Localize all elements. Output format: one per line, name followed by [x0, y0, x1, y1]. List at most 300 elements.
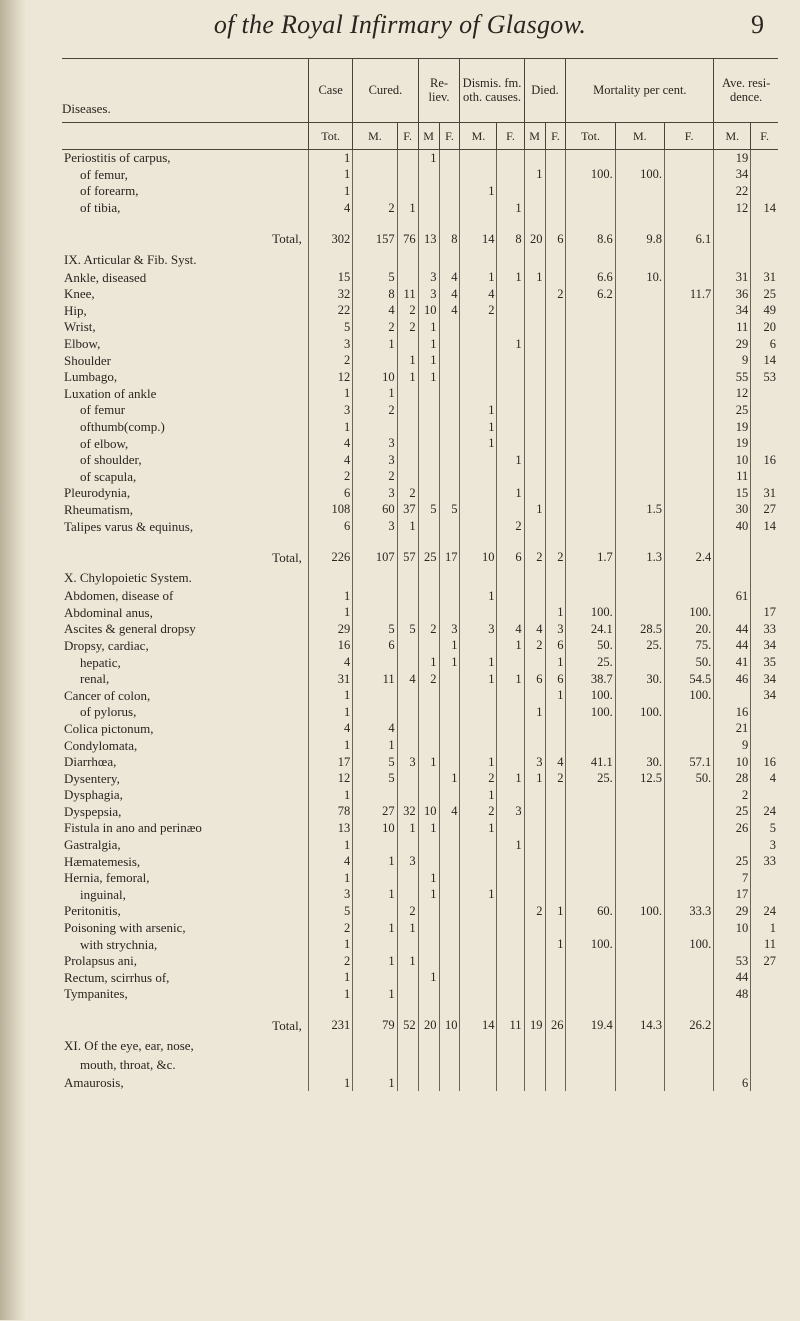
- value-cell: 1: [497, 452, 524, 469]
- spacer-cell: [665, 216, 714, 228]
- value-cell: 2: [418, 671, 439, 688]
- value-cell: [397, 887, 418, 904]
- value-cell: [545, 1075, 566, 1092]
- value-cell: [545, 469, 566, 486]
- table-row: [62, 654, 778, 671]
- value-cell: [665, 837, 714, 854]
- value-cell: 34: [751, 638, 778, 655]
- value-cell: 1: [460, 419, 497, 436]
- value-cell: [714, 837, 751, 854]
- sub-header-cell: Tot.: [308, 123, 352, 150]
- value-cell: 16: [751, 754, 778, 771]
- value-cell: 10: [714, 920, 751, 937]
- value-cell: [460, 319, 497, 336]
- value-cell: 15: [714, 485, 751, 502]
- value-cell: [460, 336, 497, 353]
- value-cell: [460, 704, 497, 721]
- value-cell: [439, 903, 460, 920]
- value-cell: 10: [460, 547, 497, 569]
- value-cell: [418, 402, 439, 419]
- value-cell: [439, 336, 460, 353]
- value-cell: [524, 953, 545, 970]
- value-cell: 27: [751, 953, 778, 970]
- spacer-cell: [751, 216, 778, 228]
- table-row: [62, 183, 778, 200]
- value-cell: [665, 569, 714, 588]
- value-cell: 29: [308, 621, 352, 638]
- value-cell: 6.1: [665, 228, 714, 250]
- value-cell: 1: [545, 654, 566, 671]
- value-cell: [545, 452, 566, 469]
- value-cell: [665, 1037, 714, 1056]
- value-cell: [566, 986, 615, 1003]
- value-cell: [418, 518, 439, 535]
- value-cell: 3: [397, 853, 418, 870]
- value-cell: 4: [460, 286, 497, 303]
- value-cell: [615, 936, 664, 953]
- value-cell: [439, 518, 460, 535]
- value-cell: [615, 485, 664, 502]
- value-cell: 78: [308, 804, 352, 821]
- value-cell: [353, 419, 397, 436]
- value-cell: [615, 250, 664, 269]
- value-cell: [566, 1037, 615, 1056]
- value-cell: [615, 804, 664, 821]
- value-cell: 14: [751, 518, 778, 535]
- value-cell: [566, 402, 615, 419]
- value-cell: [397, 250, 418, 269]
- value-cell: [545, 150, 566, 167]
- value-cell: [497, 687, 524, 704]
- value-cell: [460, 903, 497, 920]
- spacer-cell: [545, 216, 566, 228]
- value-cell: [665, 704, 714, 721]
- value-cell: 34: [714, 303, 751, 320]
- value-cell: [497, 654, 524, 671]
- value-cell: 28: [714, 770, 751, 787]
- value-cell: 1: [751, 920, 778, 937]
- value-cell: [397, 638, 418, 655]
- value-cell: [397, 435, 418, 452]
- value-cell: 1: [497, 485, 524, 502]
- value-cell: [524, 319, 545, 336]
- value-cell: [545, 920, 566, 937]
- value-cell: [665, 1075, 714, 1092]
- value-cell: [418, 687, 439, 704]
- value-cell: 6: [353, 638, 397, 655]
- disease-label: of elbow,: [80, 435, 129, 451]
- value-cell: [545, 569, 566, 588]
- value-cell: 11: [714, 469, 751, 486]
- value-cell: [460, 837, 497, 854]
- table-row: [62, 721, 778, 738]
- value-cell: 10: [418, 303, 439, 320]
- value-cell: 25.: [566, 654, 615, 671]
- value-cell: 60: [353, 502, 397, 519]
- value-cell: 3: [545, 621, 566, 638]
- value-cell: 1: [460, 588, 497, 605]
- value-cell: 55: [714, 369, 751, 386]
- value-cell: 1: [397, 200, 418, 217]
- value-cell: [439, 452, 460, 469]
- value-cell: [545, 853, 566, 870]
- value-cell: 76: [397, 228, 418, 250]
- value-cell: [615, 150, 664, 167]
- value-cell: 1: [545, 687, 566, 704]
- value-cell: [439, 737, 460, 754]
- value-cell: 12: [308, 369, 352, 386]
- value-cell: [545, 1056, 566, 1075]
- value-cell: [397, 469, 418, 486]
- value-cell: [524, 721, 545, 738]
- value-cell: [615, 352, 664, 369]
- value-cell: 10: [714, 452, 751, 469]
- table-row: [62, 953, 778, 970]
- value-cell: [497, 1075, 524, 1092]
- value-cell: 28.5: [615, 621, 664, 638]
- value-cell: [353, 1056, 397, 1075]
- value-cell: 6: [308, 485, 352, 502]
- value-cell: [524, 787, 545, 804]
- spacer-cell: [524, 216, 545, 228]
- value-cell: [566, 336, 615, 353]
- value-cell: [615, 1037, 664, 1056]
- value-cell: [615, 183, 664, 200]
- value-cell: [460, 953, 497, 970]
- value-cell: 79: [353, 1015, 397, 1037]
- table-row: [62, 352, 778, 369]
- value-cell: [545, 485, 566, 502]
- value-cell: 2.4: [665, 547, 714, 569]
- value-cell: 100.: [615, 704, 664, 721]
- table-row: [62, 787, 778, 804]
- spacer-cell: [714, 1003, 751, 1015]
- value-cell: [545, 970, 566, 987]
- value-cell: [353, 250, 397, 269]
- value-cell: 30: [714, 502, 751, 519]
- value-cell: [566, 721, 615, 738]
- value-cell: [751, 250, 778, 269]
- value-cell: [665, 469, 714, 486]
- disease-label: of tibia,: [80, 200, 121, 216]
- value-cell: 1: [418, 369, 439, 386]
- value-cell: [460, 1037, 497, 1056]
- value-cell: 2: [524, 903, 545, 920]
- value-cell: 1: [460, 435, 497, 452]
- value-cell: 9.8: [615, 228, 664, 250]
- value-cell: [615, 953, 664, 970]
- value-cell: 1: [439, 638, 460, 655]
- value-cell: [418, 920, 439, 937]
- value-cell: [460, 970, 497, 987]
- value-cell: 1: [308, 687, 352, 704]
- value-cell: [439, 588, 460, 605]
- value-cell: 5: [439, 502, 460, 519]
- value-cell: [418, 200, 439, 217]
- table-row: [62, 286, 778, 303]
- value-cell: [497, 1037, 524, 1056]
- value-cell: [665, 518, 714, 535]
- value-cell: [439, 1037, 460, 1056]
- value-cell: [751, 588, 778, 605]
- value-cell: [615, 419, 664, 436]
- value-cell: [397, 837, 418, 854]
- value-cell: [397, 150, 418, 167]
- table-row: [62, 704, 778, 721]
- value-cell: [439, 936, 460, 953]
- value-cell: [397, 787, 418, 804]
- value-cell: [397, 386, 418, 403]
- value-cell: [418, 704, 439, 721]
- value-cell: 1: [418, 150, 439, 167]
- value-cell: 31: [751, 485, 778, 502]
- value-cell: [545, 704, 566, 721]
- value-cell: [714, 1037, 751, 1056]
- value-cell: [418, 604, 439, 621]
- value-cell: 100.: [615, 167, 664, 184]
- value-cell: 12: [714, 386, 751, 403]
- value-cell: [497, 469, 524, 486]
- value-cell: [497, 870, 524, 887]
- value-cell: 6: [545, 671, 566, 688]
- value-cell: 3: [439, 621, 460, 638]
- value-cell: 3: [353, 518, 397, 535]
- value-cell: [397, 770, 418, 787]
- value-cell: [751, 150, 778, 167]
- disease-label: Hip,: [64, 302, 87, 318]
- value-cell: [566, 369, 615, 386]
- value-cell: [353, 654, 397, 671]
- disease-label: Gastralgia,: [64, 837, 121, 853]
- value-cell: 14.3: [615, 1015, 664, 1037]
- value-cell: [615, 518, 664, 535]
- value-cell: [524, 936, 545, 953]
- value-cell: [524, 820, 545, 837]
- value-cell: [397, 737, 418, 754]
- value-cell: 26: [714, 820, 751, 837]
- value-cell: [353, 183, 397, 200]
- section-header-row: [62, 1056, 778, 1075]
- spacer-cell: [439, 1003, 460, 1015]
- spacer-cell: [460, 535, 497, 547]
- value-cell: [524, 804, 545, 821]
- value-cell: [751, 1015, 778, 1037]
- table-row: [62, 837, 778, 854]
- disease-label: of forearm,: [80, 183, 139, 199]
- value-cell: [524, 654, 545, 671]
- section-header-row: [62, 250, 778, 269]
- value-cell: [497, 953, 524, 970]
- spacer-cell: [751, 1003, 778, 1015]
- value-cell: 1: [353, 386, 397, 403]
- value-cell: [397, 569, 418, 588]
- value-cell: [308, 250, 352, 269]
- value-cell: 9: [714, 737, 751, 754]
- value-cell: [665, 853, 714, 870]
- value-cell: 13: [418, 228, 439, 250]
- value-cell: [615, 970, 664, 987]
- case-header: Case: [308, 58, 352, 123]
- value-cell: [397, 402, 418, 419]
- value-cell: 33: [751, 621, 778, 638]
- value-cell: [615, 1075, 664, 1092]
- book-spine-shadow: [0, 0, 26, 1320]
- value-cell: 4: [308, 853, 352, 870]
- value-cell: 1: [308, 419, 352, 436]
- value-cell: 1: [308, 936, 352, 953]
- value-cell: [418, 903, 439, 920]
- value-cell: 1: [353, 887, 397, 904]
- section-label: X. Chylopoietic System.: [64, 570, 192, 586]
- table-row: [62, 200, 778, 217]
- value-cell: [460, 870, 497, 887]
- table-row: [62, 402, 778, 419]
- spacer-cell: [353, 535, 397, 547]
- value-cell: [460, 721, 497, 738]
- value-cell: [524, 419, 545, 436]
- value-cell: 5: [353, 770, 397, 787]
- value-cell: [497, 920, 524, 937]
- value-cell: [751, 469, 778, 486]
- value-cell: 4: [353, 721, 397, 738]
- table-row: [62, 518, 778, 535]
- disease-label: Colica pictonum,: [64, 720, 154, 736]
- value-cell: 1.5: [615, 502, 664, 519]
- value-cell: [524, 183, 545, 200]
- value-cell: 57: [397, 547, 418, 569]
- value-cell: [665, 502, 714, 519]
- value-cell: 17: [714, 887, 751, 904]
- value-cell: [714, 604, 751, 621]
- value-cell: 4: [308, 721, 352, 738]
- spacer-cell: [460, 216, 497, 228]
- value-cell: [439, 200, 460, 217]
- value-cell: [545, 435, 566, 452]
- value-cell: 100.: [566, 604, 615, 621]
- value-cell: [566, 737, 615, 754]
- residence-header: Ave. resi- dence.: [714, 58, 778, 123]
- value-cell: [497, 1056, 524, 1075]
- table-row: [62, 870, 778, 887]
- table-row: [62, 604, 778, 621]
- disease-label: Diarrhœa,: [64, 754, 117, 770]
- spacer-cell: [615, 216, 664, 228]
- disease-label: Condylomata,: [64, 737, 138, 753]
- value-cell: [418, 1037, 439, 1056]
- value-cell: 100.: [566, 936, 615, 953]
- value-cell: [439, 787, 460, 804]
- value-cell: [545, 787, 566, 804]
- spacer-cell: [566, 1003, 615, 1015]
- value-cell: 5: [308, 903, 352, 920]
- value-cell: 19.4: [566, 1015, 615, 1037]
- table-row: [62, 469, 778, 486]
- sub-header-cell: M: [418, 123, 439, 150]
- value-cell: [524, 986, 545, 1003]
- value-cell: [524, 435, 545, 452]
- value-cell: [418, 986, 439, 1003]
- value-cell: 41: [714, 654, 751, 671]
- value-cell: 26: [545, 1015, 566, 1037]
- spacer-cell: [665, 1003, 714, 1015]
- value-cell: 1: [397, 953, 418, 970]
- value-cell: [460, 469, 497, 486]
- disease-label: hepatic,: [80, 654, 121, 670]
- value-cell: 1: [308, 604, 352, 621]
- value-cell: 1: [308, 787, 352, 804]
- value-cell: 226: [308, 547, 352, 569]
- value-cell: 3: [308, 336, 352, 353]
- value-cell: [524, 303, 545, 320]
- value-cell: [397, 721, 418, 738]
- value-cell: 2: [397, 319, 418, 336]
- value-cell: [524, 970, 545, 987]
- disease-label: Abdominal anus,: [64, 604, 153, 620]
- value-cell: 12: [308, 770, 352, 787]
- value-cell: [439, 754, 460, 771]
- value-cell: 41.1: [566, 754, 615, 771]
- value-cell: [460, 569, 497, 588]
- value-cell: [497, 250, 524, 269]
- value-cell: [439, 250, 460, 269]
- value-cell: 8.6: [566, 228, 615, 250]
- value-cell: [353, 787, 397, 804]
- value-cell: [497, 369, 524, 386]
- disease-label: Cancer of colon,: [64, 687, 151, 703]
- value-cell: [497, 286, 524, 303]
- value-cell: 1: [439, 654, 460, 671]
- value-cell: 7: [714, 870, 751, 887]
- value-cell: [751, 704, 778, 721]
- table-row: [62, 671, 778, 688]
- spacer-cell: [714, 535, 751, 547]
- value-cell: [397, 970, 418, 987]
- value-cell: 1: [439, 770, 460, 787]
- value-cell: [308, 569, 352, 588]
- value-cell: [751, 569, 778, 588]
- value-cell: [460, 502, 497, 519]
- spacer-cell: [62, 535, 308, 547]
- value-cell: [397, 704, 418, 721]
- value-cell: 12.5: [615, 770, 664, 787]
- disease-label: Peritonitis,: [64, 903, 121, 919]
- cured-header: Cured.: [353, 58, 418, 123]
- value-cell: [353, 870, 397, 887]
- value-cell: [439, 469, 460, 486]
- value-cell: 25.: [615, 638, 664, 655]
- value-cell: [524, 604, 545, 621]
- spacer-cell: [308, 1003, 352, 1015]
- value-cell: [439, 704, 460, 721]
- value-cell: [566, 1056, 615, 1075]
- value-cell: 4: [439, 804, 460, 821]
- table-body: [62, 150, 778, 1092]
- table-row: [62, 920, 778, 937]
- value-cell: [460, 986, 497, 1003]
- value-cell: 1: [308, 704, 352, 721]
- spacer-cell: [497, 1003, 524, 1015]
- value-cell: [497, 721, 524, 738]
- value-cell: [439, 604, 460, 621]
- sub-header-cell: F.: [439, 123, 460, 150]
- value-cell: [497, 820, 524, 837]
- value-cell: [497, 352, 524, 369]
- spacer-cell: [524, 1003, 545, 1015]
- spacer-cell: [545, 1003, 566, 1015]
- total-row: [62, 1015, 778, 1037]
- value-cell: 5: [308, 319, 352, 336]
- value-cell: [497, 419, 524, 436]
